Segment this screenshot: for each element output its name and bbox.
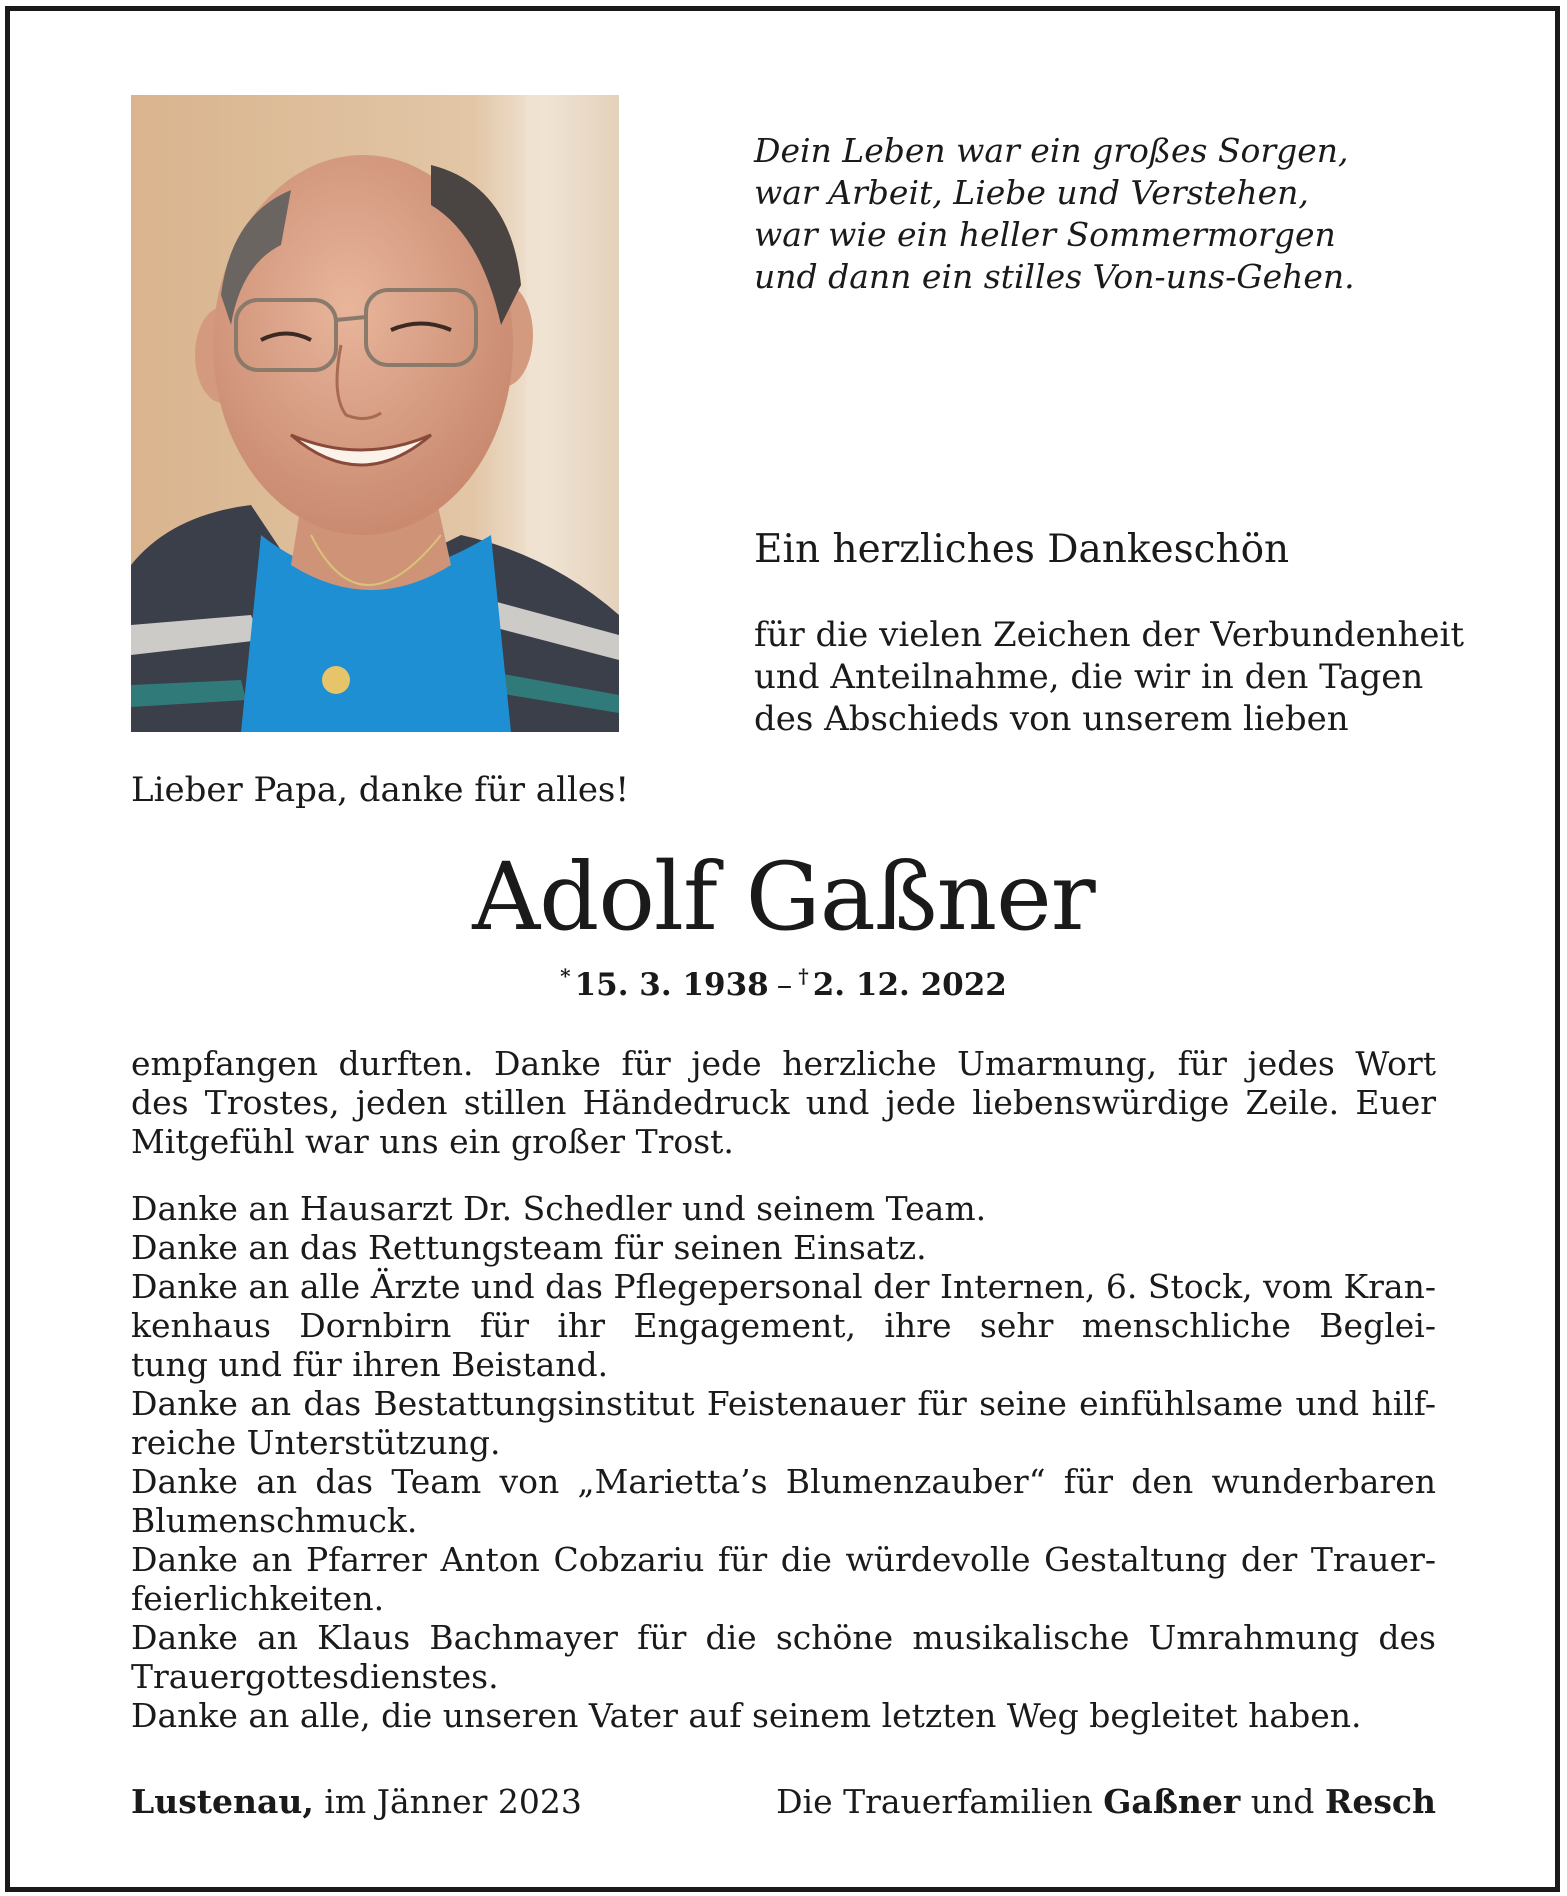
poem-line: war Arbeit, Liebe und Verstehen, (754, 173, 1309, 212)
thanks-line: tung und für ihren Beistand. (131, 1345, 609, 1384)
thanks-item (131, 1696, 1436, 1735)
thanks-heading: Ein herzliches Dankeschön (754, 527, 1290, 572)
thanks-item (131, 1384, 1436, 1462)
deceased-name: Adolf Gaßner (472, 843, 1095, 952)
thanks-intro (754, 614, 1465, 740)
conjunction: und (1250, 1782, 1315, 1821)
thanks-line: Danke an das Rettungsteam für seinen Einsatz. (131, 1228, 927, 1267)
thanks-line: Danke an alle Ärzte und das Pflegepersonal der Internen, 6. Stock, vom Kran- (131, 1267, 1436, 1306)
thanks-line: reiche Unterstützung. (131, 1423, 501, 1462)
thanks-intro-line: und Anteilnahme, die wir in den Tagen (754, 657, 1424, 697)
thanks-item (131, 1540, 1436, 1618)
poem-line: Dein Leben war ein großes Sorgen, (754, 131, 1349, 170)
body-paragraph (131, 1044, 1436, 1161)
thanks-line: Danke an Klaus Bachmayer für die schöne musikalische Umrahmung des (131, 1618, 1436, 1657)
thanks-line: Trauergottesdienstes. (131, 1657, 499, 1696)
death-date: 2. 12. 2022 (812, 967, 1007, 1003)
papa-line: Lieber Papa, danke für alles! (131, 770, 630, 810)
poem (754, 130, 1454, 298)
thanks-list (131, 1189, 1436, 1735)
families-prefix: Die Trauerfamilien (776, 1782, 1093, 1821)
poem-line: und dann ein stilles Von-uns-Gehen. (754, 257, 1355, 296)
place: Lustenau, (131, 1782, 314, 1821)
family-name-2: Resch (1324, 1782, 1436, 1821)
place-date (131, 1782, 582, 1821)
thanks-item (131, 1462, 1436, 1540)
thanks-line: kenhaus Dornbirn für ihr Engagement, ihre sehr menschliche Beglei- (131, 1306, 1436, 1345)
thanks-line: Danke an das Team von „Marietta’s Blumenzauber“ für den wunderbaren (131, 1462, 1436, 1501)
thanks-line: Danke an Pfarrer Anton Cobzariu für die würdevolle Gestaltung der Trauer- (131, 1540, 1436, 1579)
thanks-item (131, 1189, 1436, 1228)
thanks-line: Blumenschmuck. (131, 1501, 418, 1540)
date-dash: – (776, 967, 793, 1003)
thanks-item (131, 1228, 1436, 1267)
portrait-photo (131, 95, 619, 732)
death-symbol: † (798, 964, 809, 988)
thanks-line: Danke an Hausarzt Dr. Schedler und seinem Team. (131, 1189, 987, 1228)
family-name-1: Gaßner (1103, 1782, 1241, 1821)
birth-symbol: * (560, 964, 571, 988)
body-line: Mitgefühl war uns ein großer Trost. (131, 1122, 734, 1161)
poem-line: war wie ein heller Sommermorgen (754, 215, 1336, 254)
life-dates (0, 964, 1567, 1003)
thanks-intro-line: für die vielen Zeichen der Verbundenheit (754, 615, 1465, 655)
date: im Jänner 2023 (324, 1782, 582, 1821)
thanks-item (131, 1618, 1436, 1696)
body-line: empfangen durften. Danke für jede herzliche Umarmung, für jedes Wort (131, 1044, 1436, 1083)
thanks-intro-line: des Abschieds von unserem lieben (754, 699, 1349, 739)
thanks-line: Danke an alle, die unseren Vater auf seinem letzten Weg begleitet haben. (131, 1696, 1362, 1735)
birth-date: 15. 3. 1938 (574, 967, 769, 1003)
families-signature (776, 1782, 1436, 1821)
thanks-item (131, 1267, 1436, 1384)
thanks-line: feierlichkeiten. (131, 1579, 385, 1618)
thanks-line: Danke an das Bestattungsinstitut Feistenauer für seine einfühlsame und hilf- (131, 1384, 1436, 1423)
body-line: des Trostes, jeden stillen Händedruck und jede liebenswürdige Zeile. Euer (131, 1083, 1436, 1122)
